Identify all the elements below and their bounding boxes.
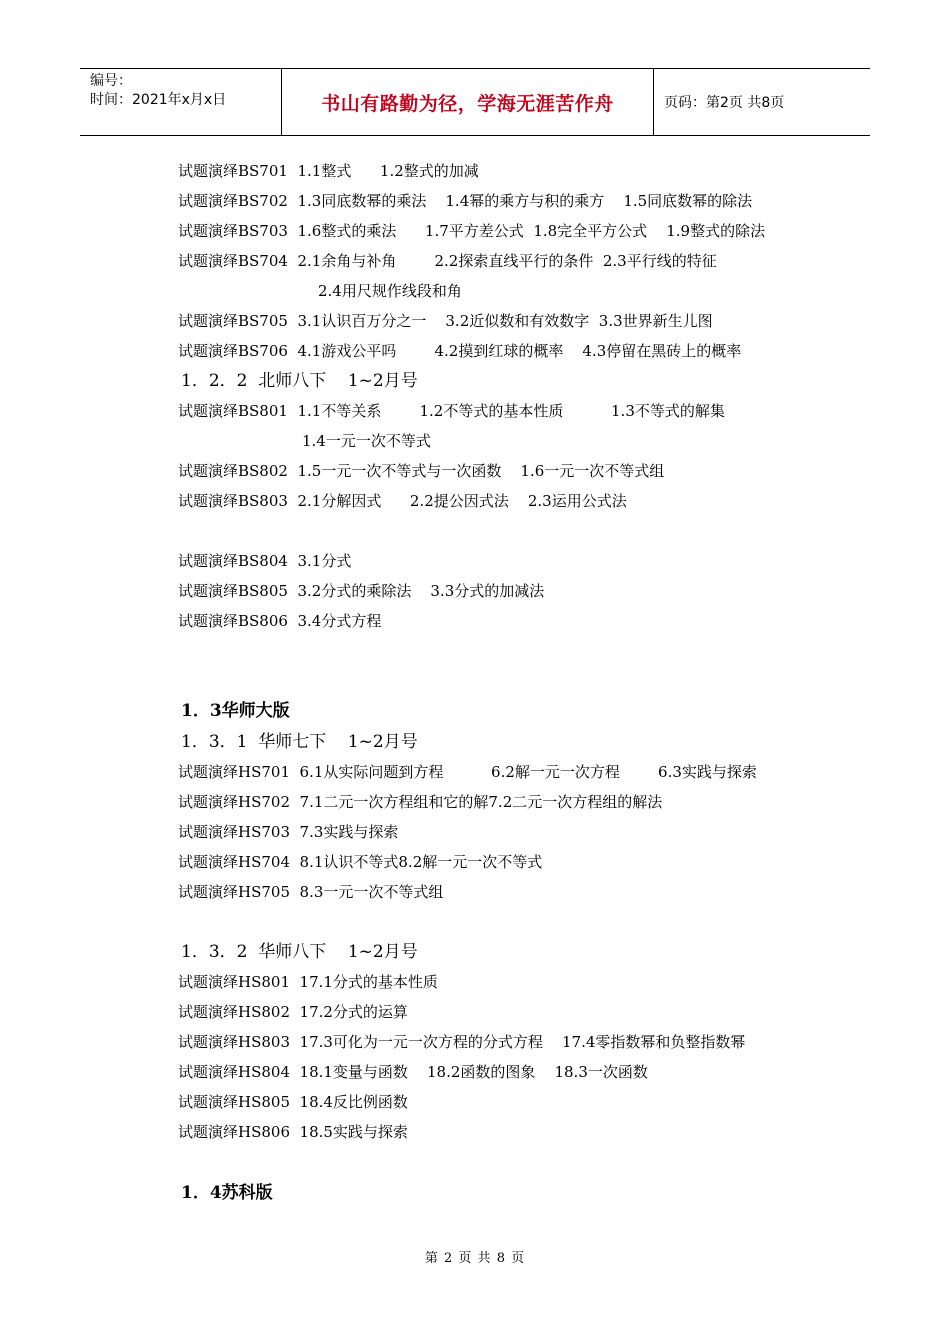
list-item: 试题演绎BS806 3.4分式方程 [178,612,382,630]
page-label: 页码：第2页 共8页 [664,95,785,111]
header-page-cell [654,69,870,135]
list-item: 试题演绎HS801 17.1分式的基本性质 [178,973,438,991]
list-item: 试题演绎HS804 18.1变量与函数 18.2函数的图象 18.3一次函数 [178,1063,648,1081]
section-heading: 1．4苏科版 [181,1183,273,1203]
page-footer: 第 2 页 共 8 页 [424,1251,526,1266]
page-header [80,68,870,136]
list-item: 试题演绎BS802 1.5一元一次不等式与一次函数 1.6一元一次不等式组 [178,462,665,480]
time-label: 时间：2021年x月x日 [90,92,227,108]
section-heading: 1．3．1 华师七下 1~2月号 [181,732,418,752]
list-item: 试题演绎BS803 2.1分解因式 2.2提公因式法 2.3运用公式法 [178,492,627,510]
header-meta [80,69,282,135]
number-label: 编号： [90,73,132,89]
list-item: 试题演绎HS805 18.4反比例函数 [178,1093,408,1111]
section-heading: 1．3．2 华师八下 1~2月号 [181,942,418,962]
list-item: 试题演绎BS704 2.1余角与补角 2.2探索直线平行的条件 2.3平行线的特征 [178,252,717,270]
list-item: 试题演绎BS703 1.6整式的乘法 1.7平方差公式 1.8完全平方公式 1.9整式的除法 [178,222,766,240]
list-item-continuation: 2.4用尺规作线段和角 [318,282,462,300]
section-heading: 1．2．2 北师八下 1~2月号 [181,371,418,391]
list-item: 试题演绎HS704 8.1认识不等式8.2解一元一次不等式 [178,853,543,871]
list-item: 试题演绎BS702 1.3同底数幂的乘法 1.4幂的乘方与积的乘方 1.5同底数幂的除法 [178,192,753,210]
list-item: 试题演绎HS802 17.2分式的运算 [178,1003,408,1021]
list-item: 试题演绎HS806 18.5实践与探索 [178,1123,408,1141]
list-item: 试题演绎BS801 1.1不等关系 1.2不等式的基本性质 1.3不等式的解集 [178,402,725,420]
list-item: 试题演绎HS803 17.3可化为一元一次方程的分式方程 17.4零指数幂和负整指数幂 [178,1033,746,1051]
list-item: 试题演绎HS703 7.3实践与探索 [178,823,399,841]
list-item-continuation: 1.4一元一次不等式 [302,432,431,450]
header-motto-cell [282,69,654,135]
list-item: 试题演绎BS701 1.1整式 1.2整式的加减 [178,162,479,180]
list-item: 试题演绎HS701 6.1从实际问题到方程 6.2解一元一次方程 6.3实践与探索 [178,763,757,781]
list-item: 试题演绎BS706 4.1游戏公平吗 4.2摸到红球的概率 4.3停留在黑砖上的概率 [178,342,742,360]
list-item: 试题演绎BS804 3.1分式 [178,552,352,570]
list-item: 试题演绎BS805 3.2分式的乘除法 3.3分式的加减法 [178,582,545,600]
motto-text: 书山有路勤为径，学海无涯苦作舟 [321,92,614,115]
section-heading: 1．3华师大版 [181,701,290,721]
list-item: 试题演绎BS705 3.1认识百万分之一 3.2近似数和有效数字 3.3世界新生儿图 [178,312,713,330]
list-item: 试题演绎HS705 8.3一元一次不等式组 [178,883,444,901]
list-item: 试题演绎HS702 7.1二元一次方程组和它的解7.2二元一次方程组的解法 [178,793,663,811]
